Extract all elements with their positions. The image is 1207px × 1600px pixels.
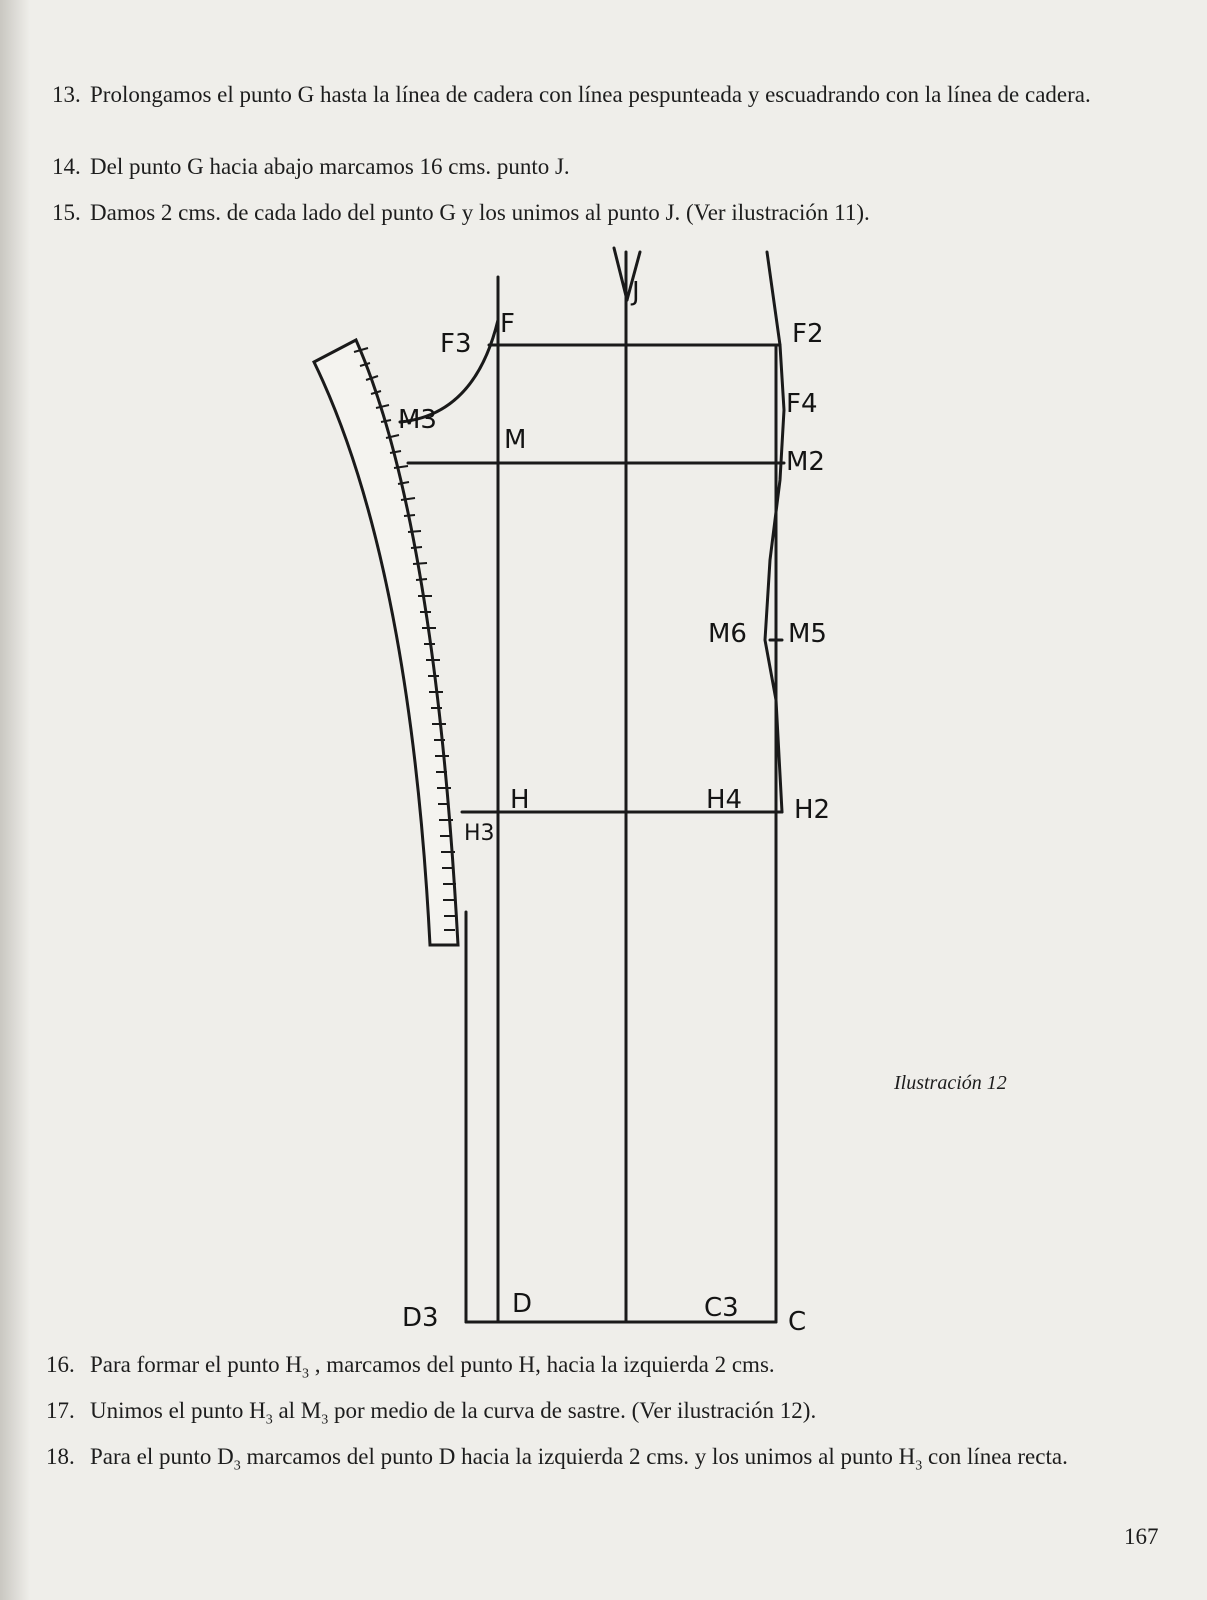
label-f2: F2 [792,319,824,349]
label-m2: M2 [786,447,825,477]
instruction-text: Unimos el punto $H_3$ al $M_3$ por medio de la curva de sastre. (Ver ilustración 12). [90,1398,817,1428]
figure-caption: Ilustración 12 [894,1072,1007,1094]
label-m5: M5 [788,619,827,649]
label-m6: M6 [708,619,747,649]
label-f4: F4 [786,389,818,419]
label-f: F [500,309,515,339]
label-j: J [632,277,640,307]
instruction-number: 13. [52,82,81,107]
instruction-text: Damos 2 cms. de cada lado del punto G y los unimos al punto J. (Ver ilustración 11). [90,200,870,225]
label-m3: M3 [398,405,437,435]
instruction-text: Para formar el punto $H_3$ , marcamos del punto H, hacia la izquierda 2 cms. [90,1352,775,1382]
instruction-number: 15. [52,200,81,225]
label-h2: H2 [794,795,831,825]
instruction-text: Prolongamos el punto G hasta la línea de cadera con línea pespunteada y escuadrando con la línea de cadera. [90,82,1091,107]
label-d3: D3 [402,1303,439,1333]
instruction-18 [46,1442,1161,1472]
instruction-text: Para el punto $D_3$ marcamos del punto D hacia la izquierda 2 cms. y los unimos al punto $H_3$ con línea recta. [90,1444,1068,1474]
label-c3: C3 [704,1293,739,1323]
instruction-16 [46,1350,1146,1380]
label-f3: F3 [440,329,472,359]
instruction-number: 14. [52,154,81,179]
page-number: 167 [1124,1524,1159,1549]
instruction-number: 16. [46,1352,75,1377]
label-c: C [788,1307,807,1337]
instruction-number: 17. [46,1398,75,1423]
label-h3: H3 [464,821,495,846]
label-h4: H4 [706,785,743,815]
label-d: D [512,1289,533,1319]
label-m: M [504,425,527,455]
instruction-number: 18. [46,1444,75,1469]
label-h: H [510,785,530,815]
instruction-text: Del punto G hacia abajo marcamos 16 cms. punto J. [90,154,570,179]
instruction-17 [46,1396,1146,1426]
